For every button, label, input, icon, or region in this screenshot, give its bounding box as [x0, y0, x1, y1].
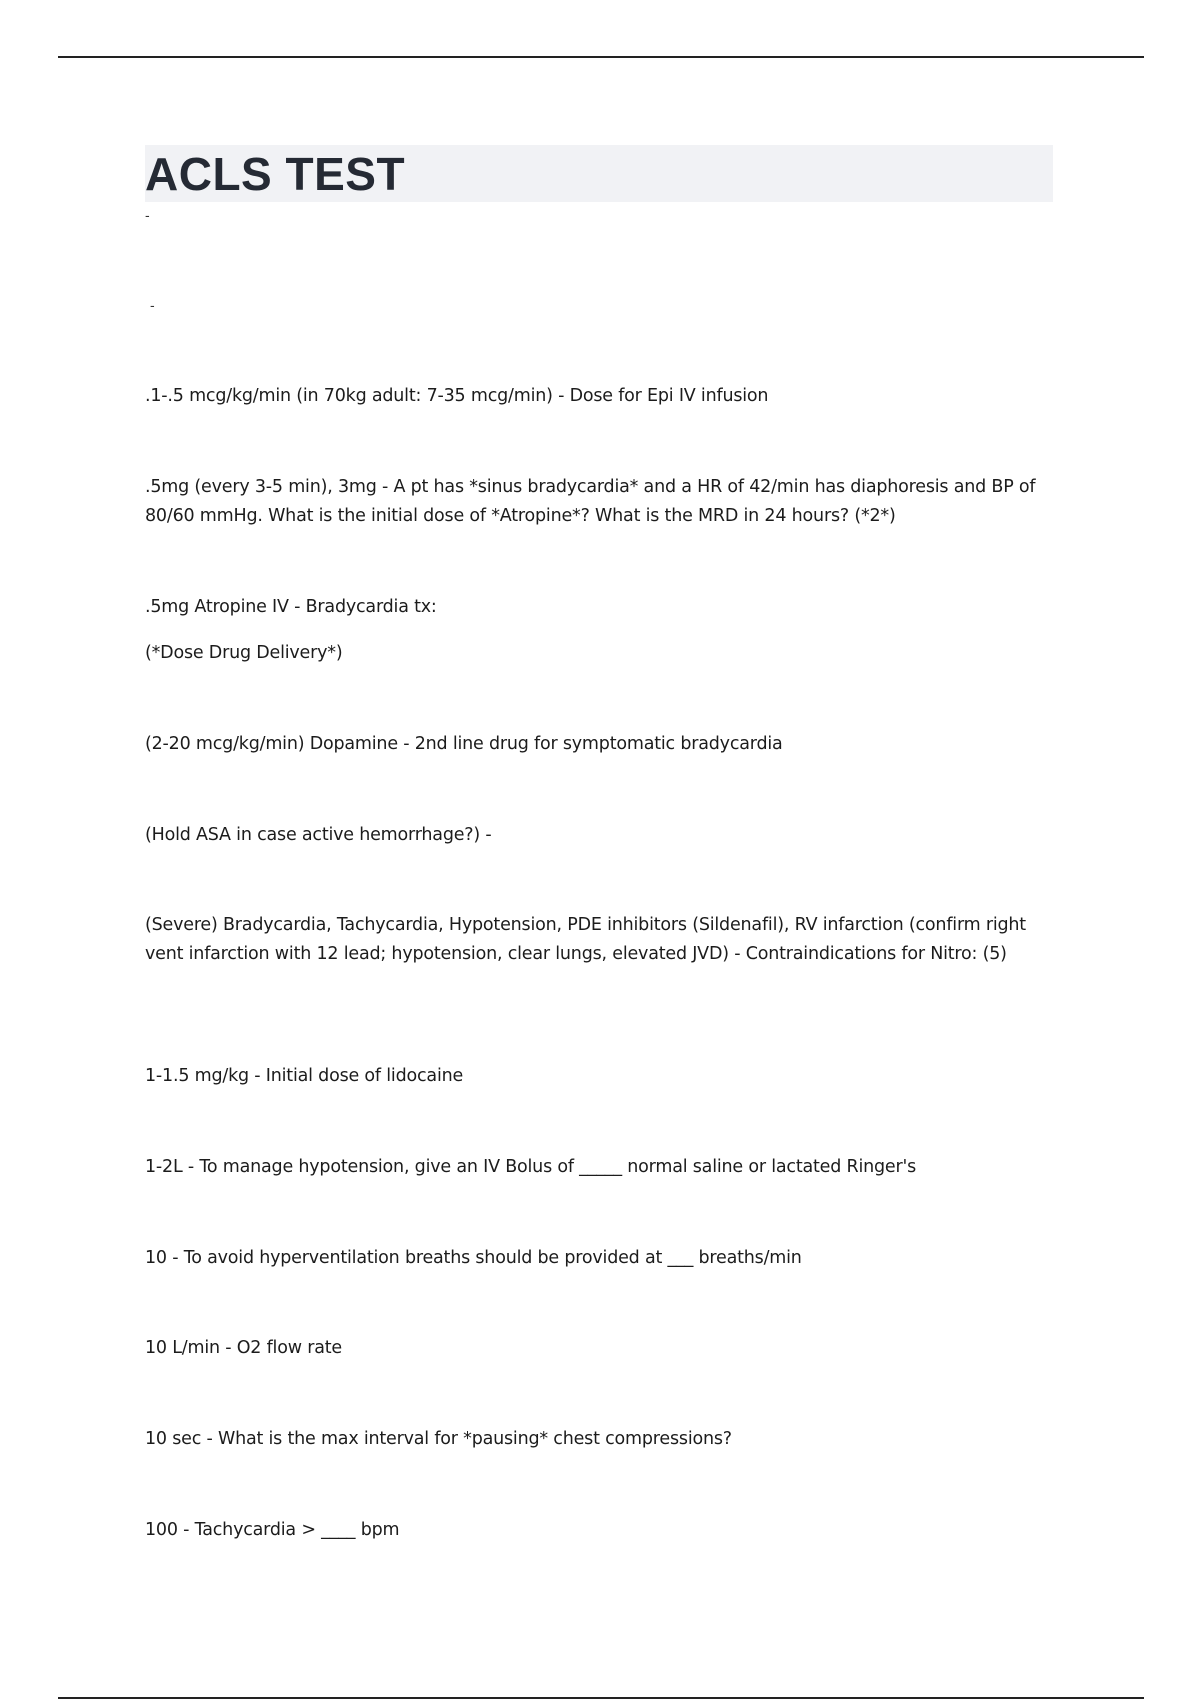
- flashcard-entry: 1-1.5 mg/kg - Initial dose of lidocaine: [145, 1066, 464, 1086]
- header-rule: [58, 56, 1144, 58]
- flashcard-entry: 10 sec - What is the max interval for *pausing* chest compressions?: [145, 1429, 732, 1449]
- flashcard-entry: (Severe) Bradycardia, Tachycardia, Hypotension, PDE inhibitors (Sildenafil), RV infarction (confirm right vent infarction with 12 lead; hypotension, clear lungs, elevated JVD) - Contraindications for Nitro: (5): [145, 915, 1026, 964]
- document-title: ACLS TEST: [145, 148, 406, 200]
- flashcard-entry: .5mg Atropine IV - Bradycardia tx:: [145, 597, 437, 617]
- flashcard-entry: 1-2L - To manage hypotension, give an IV Bolus of _____ normal saline or lactated Ringer's: [145, 1157, 917, 1177]
- flashcard-entry: .5mg (every 3-5 min), 3mg - A pt has *sinus bradycardia* and a HR of 42/min has diaphoresis and BP of 80/60 mmHg. What is the initial dose of *Atropine*? What is the MRD in 24 hours? (*2*): [145, 477, 1036, 526]
- flashcard-entry: 10 - To avoid hyperventilation breaths should be provided at ___ breaths/min: [145, 1248, 802, 1268]
- flashcard-entry: (*Dose Drug Delivery*): [145, 643, 343, 663]
- flashcard-entry: (Hold ASA in case active hemorrhage?) -: [145, 825, 492, 845]
- flashcard-entry: (2-20 mcg/kg/min) Dopamine - 2nd line drug for symptomatic bradycardia: [145, 734, 783, 754]
- separator-dash: -: [145, 207, 150, 223]
- flashcard-entry: 100 - Tachycardia > ____ bpm: [145, 1520, 400, 1540]
- flashcard-entry: 10 L/min - O2 flow rate: [145, 1338, 342, 1358]
- separator-dash: -: [150, 297, 155, 313]
- footer-rule: [58, 1697, 1144, 1699]
- flashcard-entry: .1-.5 mcg/kg/min (in 70kg adult: 7-35 mcg/min) - Dose for Epi IV infusion: [145, 386, 769, 406]
